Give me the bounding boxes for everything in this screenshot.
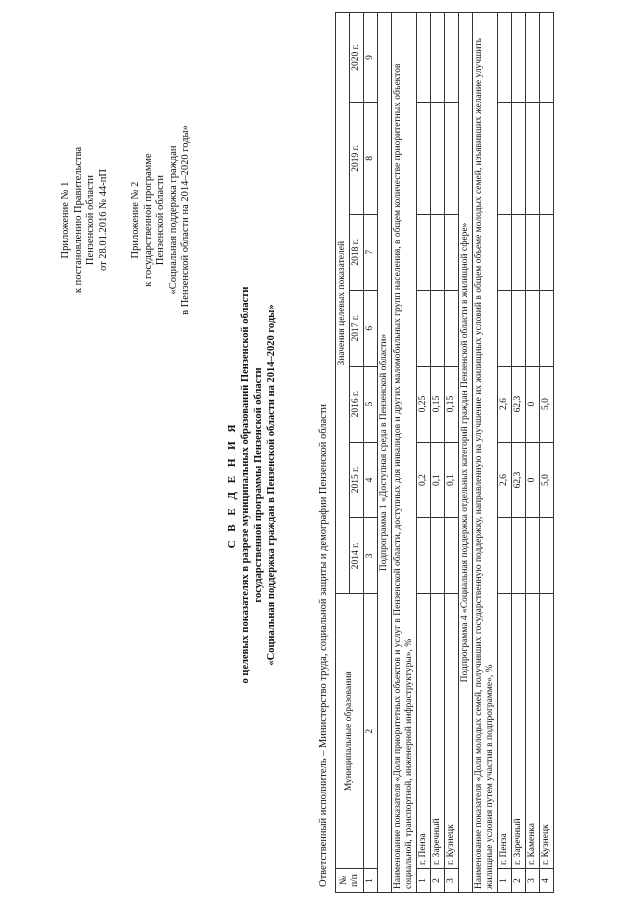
header-year: 2016 г. <box>350 366 364 442</box>
row-number-cell: 1 <box>498 869 512 893</box>
value-cell <box>498 102 512 214</box>
value-cell <box>417 290 431 366</box>
document-subtitle: о целевых показателях в разрезе муниципальных образований Пензенской области <box>240 286 251 684</box>
appendix-1-line: Приложение № 1 <box>60 181 71 259</box>
column-number: 5 <box>364 366 378 442</box>
value-cell <box>526 13 540 103</box>
indicator-1-name: Наименование показателя «Доля приоритетных объектов и услуг в Пензенской области, доступных для инвалидов и других маломобильных групп населения, в общем количестве приоритетных объектов социальной, транспортной, инженерной инфраструктуры», % <box>392 13 417 893</box>
value-cell <box>445 518 459 594</box>
header-year: 2014 г. <box>350 518 364 594</box>
value-cell <box>540 102 554 214</box>
table-row <box>445 13 459 893</box>
value-cell <box>445 13 459 103</box>
column-number: 3 <box>364 518 378 594</box>
indicators-table <box>335 12 554 893</box>
header-year: 2018 г. <box>350 214 364 290</box>
row-number-cell: 2 <box>512 869 526 893</box>
table-row <box>417 13 431 893</box>
value-cell <box>540 290 554 366</box>
row-number-cell: 3 <box>526 869 540 893</box>
value-cell: 0,25 <box>417 366 431 442</box>
municipality-cell: г. Пенза <box>417 594 431 869</box>
table-row <box>526 13 540 893</box>
column-number: 2 <box>364 594 378 869</box>
value-cell <box>526 214 540 290</box>
value-cell <box>512 290 526 366</box>
document-title-block <box>225 275 278 695</box>
appendix-1-block <box>60 120 110 320</box>
municipality-cell: г. Кузнецк <box>540 594 554 869</box>
subprogram-4-rows <box>498 13 554 893</box>
value-cell <box>512 214 526 290</box>
value-cell <box>498 13 512 103</box>
subprogram-1-rows <box>417 13 459 893</box>
responsible-executor: Ответственный исполнитель – Министерство труда, социальной защиты и демографии Пензенской области <box>318 403 329 887</box>
appendix-2-line: «Социальная поддержка граждан <box>167 145 179 295</box>
value-cell <box>540 214 554 290</box>
document-subtitle: государственной программы Пензенской области <box>253 367 264 603</box>
value-cell <box>417 102 431 214</box>
value-cell <box>431 13 445 103</box>
value-cell <box>540 13 554 103</box>
value-cell: 2,6 <box>498 442 512 518</box>
column-number: 1 <box>364 869 378 893</box>
value-cell <box>526 102 540 214</box>
municipality-cell: г. Кузнецк <box>445 594 459 869</box>
appendix-1-line: от 28.01.2016 № 44-пП <box>97 168 109 272</box>
appendix-2-line: к государственной программе <box>142 153 154 287</box>
value-cell: 0,15 <box>445 366 459 442</box>
row-number-cell: 2 <box>431 869 445 893</box>
value-cell <box>512 518 526 594</box>
table-row <box>512 13 526 893</box>
header-municipality: Муниципальные образования <box>336 594 364 869</box>
value-cell <box>445 214 459 290</box>
value-cell <box>431 518 445 594</box>
table-row <box>498 13 512 893</box>
document-subtitle: «Социальная поддержка граждан в Пензенской области на 2014–2020 годы» <box>266 304 277 666</box>
row-number-cell: 3 <box>445 869 459 893</box>
value-cell: 0 <box>526 366 540 442</box>
appendix-2-block <box>130 120 193 320</box>
column-number: 6 <box>364 290 378 366</box>
value-cell <box>431 290 445 366</box>
row-number-cell: 1 <box>417 869 431 893</box>
appendix-2-line: в Пензенской области на 2014–2020 годы» <box>180 125 191 315</box>
value-cell: 0,2 <box>417 442 431 518</box>
value-cell <box>512 13 526 103</box>
indicator-4-name: Наименование показателя «Доля молодых семей, получивших государственную поддержку, направленную на улучшение их жилищных условий в общем объеме молодых семей, изъявивших желание улучшить жилищные условия путем участия в подпрограмме», % <box>473 13 498 893</box>
municipality-cell: г. Заречный <box>431 594 445 869</box>
column-number: 8 <box>364 102 378 214</box>
value-cell: 0,15 <box>431 366 445 442</box>
value-cell <box>417 214 431 290</box>
value-cell <box>445 290 459 366</box>
value-cell: 62,3 <box>512 442 526 518</box>
header-year: 2015 г. <box>350 442 364 518</box>
header-year: 2019 г. <box>350 102 364 214</box>
value-cell <box>498 290 512 366</box>
value-cell <box>417 518 431 594</box>
value-cell: 2,6 <box>498 366 512 442</box>
document-title: С В Е Д Е Н И Я <box>226 421 238 549</box>
value-cell <box>540 518 554 594</box>
municipality-cell: г. Пенза <box>498 594 512 869</box>
appendix-1-line: к постановлению Правительства <box>72 146 84 294</box>
column-number: 7 <box>364 214 378 290</box>
value-cell <box>526 518 540 594</box>
appendix-1-line: Пензенской области <box>85 174 96 266</box>
subprogram-4-title: Подпрограмма 4 «Социальная поддержка отдельных категорий граждан Пензенской области в жилищной сфере» <box>459 13 473 893</box>
value-cell: 62,3 <box>512 366 526 442</box>
municipality-cell: г. Заречный <box>512 594 526 869</box>
value-cell: 0,1 <box>445 442 459 518</box>
table-row <box>431 13 445 893</box>
appendix-2-line: Приложение № 2 <box>130 181 141 259</box>
value-cell: 0,1 <box>431 442 445 518</box>
value-cell: 0 <box>526 442 540 518</box>
value-cell <box>498 518 512 594</box>
appendix-2-line: Пензенской области <box>155 174 166 266</box>
municipality-cell: г. Каменка <box>526 594 540 869</box>
value-cell <box>431 214 445 290</box>
value-cell <box>417 13 431 103</box>
value-cell <box>512 102 526 214</box>
header-number: № п/п <box>336 869 364 893</box>
header-year: 2017 г. <box>350 290 364 366</box>
value-cell <box>445 102 459 214</box>
header-year: 2020 г. <box>350 13 364 103</box>
header-indicator-values: Значения целевых показателей <box>336 13 350 594</box>
value-cell: 5,0 <box>540 442 554 518</box>
column-number: 9 <box>364 13 378 103</box>
subprogram-1-title: Подпрограмма 1 «Доступная среда в Пензенской области» <box>378 13 392 893</box>
value-cell <box>431 102 445 214</box>
column-number: 4 <box>364 442 378 518</box>
table-row <box>540 13 554 893</box>
row-number-cell: 4 <box>540 869 554 893</box>
value-cell <box>498 214 512 290</box>
value-cell <box>526 290 540 366</box>
value-cell: 5,0 <box>540 366 554 442</box>
